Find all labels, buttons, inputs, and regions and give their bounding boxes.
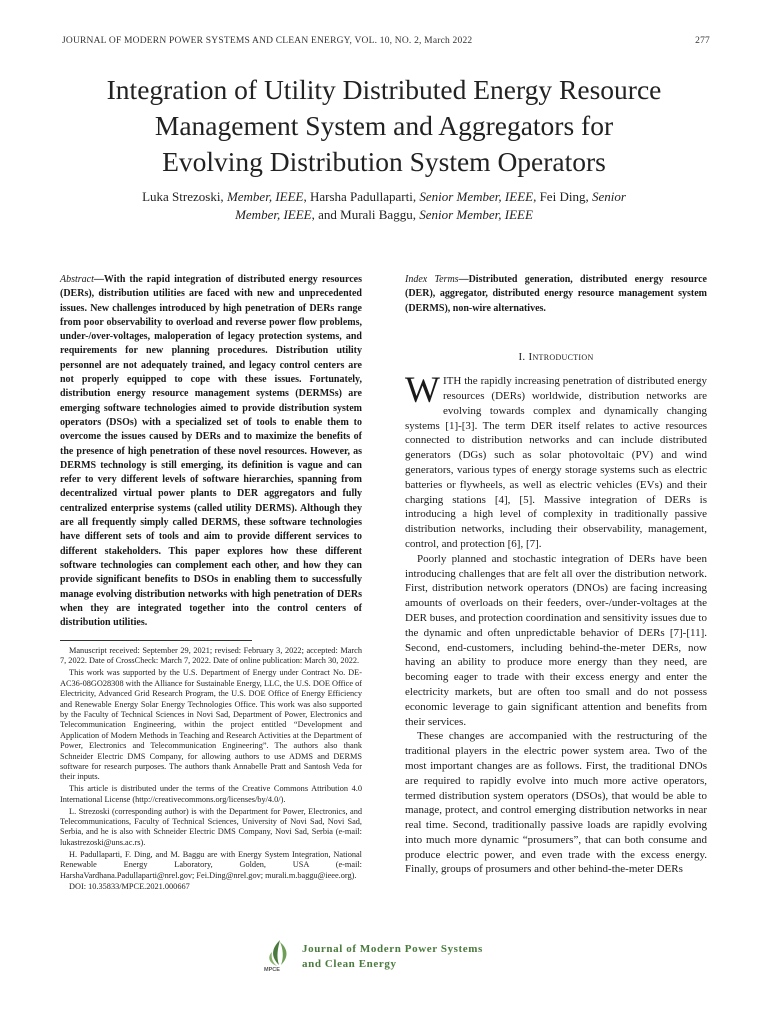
index-terms-text: —Distributed generation, distributed energy resource (DER), aggregator, distributed energy resource management system (DERMS), non-wire alternatives. bbox=[405, 274, 707, 314]
footnote-affiliations: H. Padullaparti, F. Ding, and M. Baggu are with Energy System Integration, National Renewable Energy Laboratory, Golden, USA (e-mail: HarshaVardhana.Padullaparti@nrel.gov; Fei.Ding@nrel.gov; murali.m.baggu@ieee.org). bbox=[60, 849, 362, 880]
author-list bbox=[40, 188, 728, 224]
footnote-doi: DOI: 10.35833/MPCE.2021.000667 bbox=[69, 882, 190, 892]
running-head bbox=[62, 36, 710, 46]
title-line-1: Integration of Utility Distributed Energy Resource bbox=[106, 74, 662, 105]
author-membership: Senior Member, IEEE bbox=[419, 207, 533, 222]
footnotes bbox=[60, 646, 362, 894]
intro-paragraph-3: These changes are accompanied with the restructuring of the traditional players in the electric power system area. Two of the most important changes are as follows. First, the traditional DNOs are required to rapidly evolve into much more active operators, termed distribution system operators (DSOs), that would be able to manage, protect, and control emerging distribution networks in near real time. Second, traditionally passive loads are rapidly evolving into much more dynamic “prosumers”, that can both consume and produce electric power, and even trade with the excess energy. Finally, groups of prosumers and other behind-the-meter DERs bbox=[405, 730, 707, 876]
title-line-3: Evolving Distribution System Operators bbox=[162, 146, 606, 177]
logo-wordmark bbox=[302, 942, 483, 972]
intro-paragraph-1 bbox=[405, 370, 707, 552]
abstract bbox=[60, 273, 362, 630]
introduction-body bbox=[405, 370, 707, 877]
author-membership: Member, IEEE bbox=[226, 189, 304, 204]
abstract-text: —With the rapid integration of distributed energy resources (DERs), distribution utilities are faced with new and unprecedented issues. New challenges introduced by high penetration of DERs range from poor observability to overload and reverse power flow problems, under-/over-voltages, maloperation of legacy protection systems, and requirements for new planning procedures. Distribution utility personnel are not adequately trained, and legacy control centers are not properly equipped to cope with these issues. Fortunately, distribution energy resource management systems (DERMSs) are emerging software technologies aimed to provide distribution system operators (DSOs) with a specialized set of tools to enable them to overcome the issues caused by DERs and to maximize the benefits of the presence of high penetration of these novel resources. However, as DERMS technology is still emerging, its definition is vague and can refer to very different levels of software hierarchies, spanning from decentralized virtual power plants to DER aggregators and fully centralized enterprise systems (called utility DERMS). Although they are all frequently simply called DERMS, these software technologies have different sets of tools and aim to provide different services to different stakeholders. This paper explores how these different software technologies can complement each other, and how they can provide significant benefits to DSOs in enabling them to successfully manage evolving distribution networks with high penetration of DERs when they are integrated together into the control centers of distribution utilities. bbox=[60, 274, 362, 629]
authors-line-1: Luka Strezoski, Member, IEEE, Harsha Padullaparti, Senior Member, IEEE, Fei Ding, Senior bbox=[142, 189, 626, 204]
drop-cap: W bbox=[405, 370, 440, 412]
intro-paragraph-2: Poorly planned and stochastic integration of DERs have been introducing challenges that are felt all over the distribution network. First, distribution network operators (DNOs) are facing increasing amounts of overloads on their feeders, over-/under-voltages at the DER buses, and protection coordination and sensitivity issues due to the dynamic and often unpredictable behavior of DERs [7]-[11]. Second, end-customers, including behind-the-meter DERs, now having an ability to produce more energy than they need, are becoming eager to trade with their excess energy and enter the electricity markets, but are often too small and do not possess economic leverage to gain significant attention and benefits from their services. bbox=[405, 552, 707, 728]
page-number: 277 bbox=[695, 36, 710, 46]
left-column bbox=[60, 273, 362, 630]
author-membership: Senior Member, IEEE bbox=[419, 189, 534, 204]
footnote-funding: This work was supported by the U.S. Department of Energy under Contract No. DE-AC36-08GO28308 with the Alliance for Sustainable Energy, LLC, the U.S. DOE Office of Electricity, Advanced Grid Research Program, the U.S. DOE Office of Energy Efficiency and Renewable Energy Solar Energy Technologies Office. This work was also supported by the Faculty of Technical Sciences in Novi Sad, Department of Power, Electronics and Telecommunication Engineering, within the project entitled “Development and Application of Modern Methods in Teaching and Research Activities at the Department of Power, Electronics and Telecommunication Engineering”. The authors also thank Schneider Electric DMS Company, for allowing authors to use ADMS and DERMS software for research purposes. The authors thank Annabelle Pratt and Santosh Veda for their inputs. bbox=[60, 668, 362, 782]
footnote-manuscript: Manuscript received: September 29, 2021; revised: February 3, 2022; accepted: March 7, 2022. Date of CrossCheck: March 7, 2022. Date of online publication: March 30, 2022. bbox=[60, 646, 362, 666]
index-terms-lead: Index Terms bbox=[405, 274, 459, 285]
section-heading-introduction: I. Introduction bbox=[518, 350, 594, 363]
footnote-license: This article is distributed under the terms of the Creative Commons Attribution 4.0 International License (http://creativecommons.org/licenses/by/4.0/). bbox=[60, 784, 362, 804]
logo-line-1: Journal of Modern Power Systems bbox=[302, 943, 483, 955]
paper-title bbox=[40, 72, 728, 180]
title-line-2: Management System and Aggregators for bbox=[154, 110, 614, 141]
right-column bbox=[405, 273, 707, 877]
logo-badge: MPCE bbox=[264, 967, 280, 973]
logo-line-2: and Clean Energy bbox=[302, 958, 397, 970]
index-terms bbox=[405, 273, 707, 316]
footnote-corresponding-author: L. Strezoski (corresponding author) is with the Department for Power, Electronics, and Telecommunications, Faculty of Technical Sciences, University of Novi Sad, Novi Sad, Serbia, and he is also with Schneider Electric DMS Company, Novi Sad, Serbia (e-mail: lukastrezoski@uns.ac.rs). bbox=[60, 806, 362, 847]
abstract-lead: Abstract bbox=[60, 274, 94, 285]
footnote-divider bbox=[60, 640, 252, 641]
authors-line-2: Member, IEEE, and Murali Baggu, Senior Member, IEEE bbox=[235, 207, 533, 222]
author-membership: Senior bbox=[591, 189, 626, 204]
author-membership: Member, IEEE bbox=[235, 207, 312, 222]
journal-header: JOURNAL OF MODERN POWER SYSTEMS AND CLEAN ENERGY, VOL. 10, NO. 2, March 2022 bbox=[62, 36, 473, 46]
intro-paragraph-1-text: ITH the rapidly increasing penetration of distributed energy resources (DERs) worldwide, distribution networks are evolving towards complex and dynamically changing systems [1]-[3]. The term DER itself relates to active resources connected to distribution networks and can include distributed generators (DGs) such as solar photovoltaic (PV) and wind generators, various types of energy storage systems such as electric batteries or flywheels, as well as electric vehicles (EVs) and their charging stations [4], [5]. Massive integration of DERs is introducing a high level of complexity in traditionally passive distribution networks, including their observability, management, control, and protection [6], [7]. bbox=[405, 375, 707, 550]
journal-logo bbox=[262, 938, 512, 978]
